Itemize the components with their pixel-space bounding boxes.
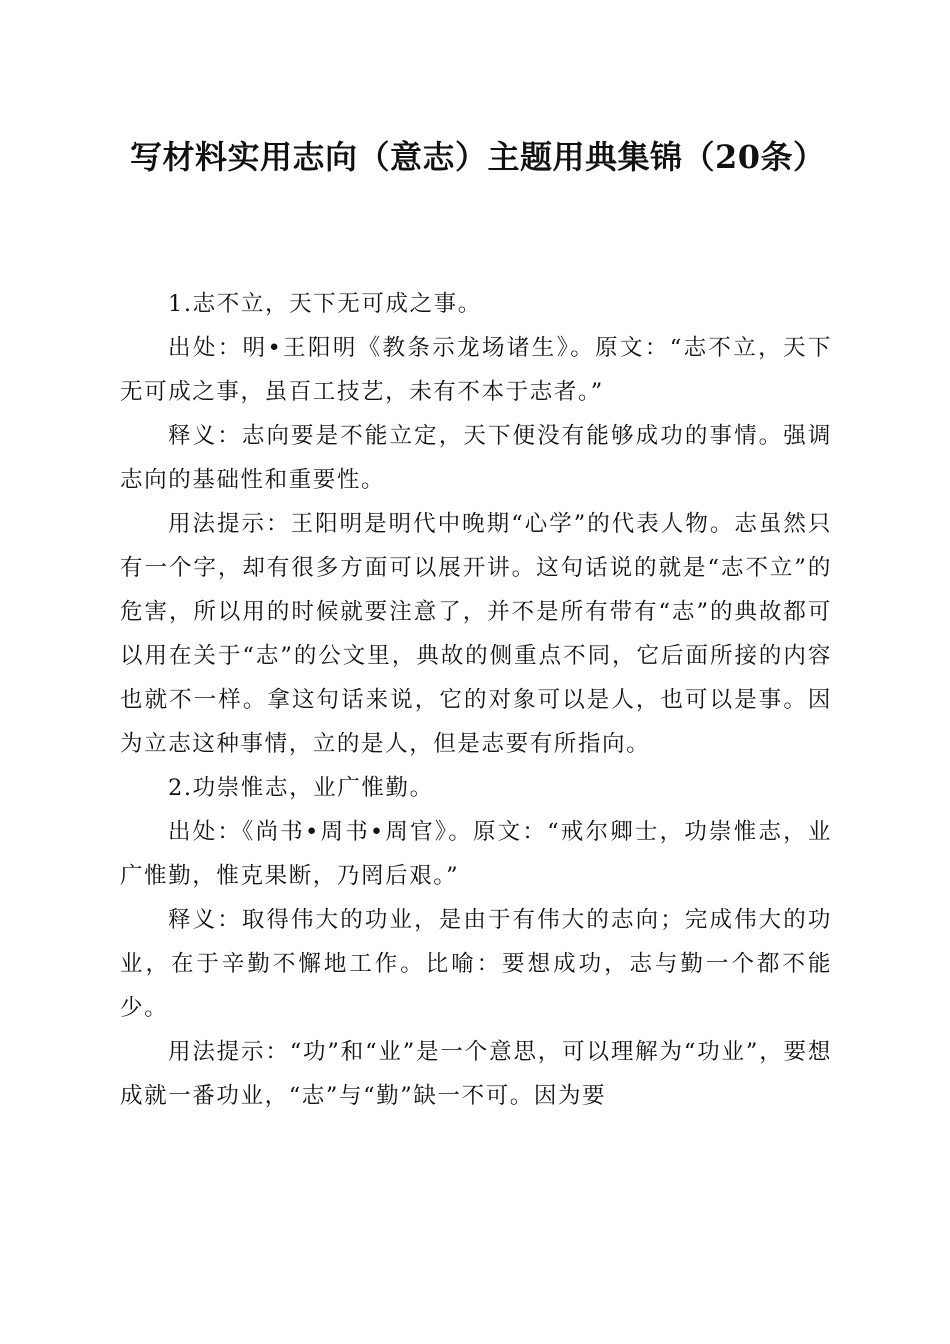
paragraph-1-source: 出处：明•王阳明《教条示龙场诸生》。原文：“志不立，天下无可成之事，虽百工技艺，未有不本于志者。” — [120, 335, 832, 405]
paragraph-2-meaning: 释义：取得伟大的功业，是由于有伟大的志向；完成伟大的功业，在于辛勤不懈地工作。比喻：要想成功，志与勤一个都不能少。 — [120, 907, 832, 1021]
paragraph-2-usage: 用法提示：“功”和“业”是一个意思，可以理解为“功业”，要想成就一番功业，“志”与“勤”缺一不可。因为要 — [120, 1039, 832, 1109]
paragraph-2-source: 出处：《尚书•周书•周官》。原文：“戒尔卿士，功崇惟志，业广惟勤，惟克果断，乃罔后艰。” — [120, 819, 832, 889]
document-title: 写材料实用志向（意志）主题用典集锦（20条） — [130, 138, 826, 176]
paragraph-1-quote: 1.志不立，天下无可成之事。 — [168, 291, 482, 317]
paragraph-1-usage: 用法提示：王阳明是明代中晚期“心学”的代表人物。志虽然只有一个字，却有很多方面可以展开讲。这句话说的就是“志不立”的危害，所以用的时候就要注意了，并不是所有带有“志”的典故都可以用在关于“志”的公文里，典故的侧重点不同，它后面所接的内容也就不一样。拿这句话来说，它的对象可以是人，也可以是事。因为立志这种事情，立的是人，但是志要有所指向。 — [120, 511, 832, 757]
paragraph-1-meaning: 释义：志向要是不能立定，天下便没有能够成功的事情。强调志向的基础性和重要性。 — [120, 423, 832, 493]
paragraph-2-quote: 2.功崇惟志，业广惟勤。 — [168, 775, 434, 801]
document-body — [120, 282, 832, 1118]
